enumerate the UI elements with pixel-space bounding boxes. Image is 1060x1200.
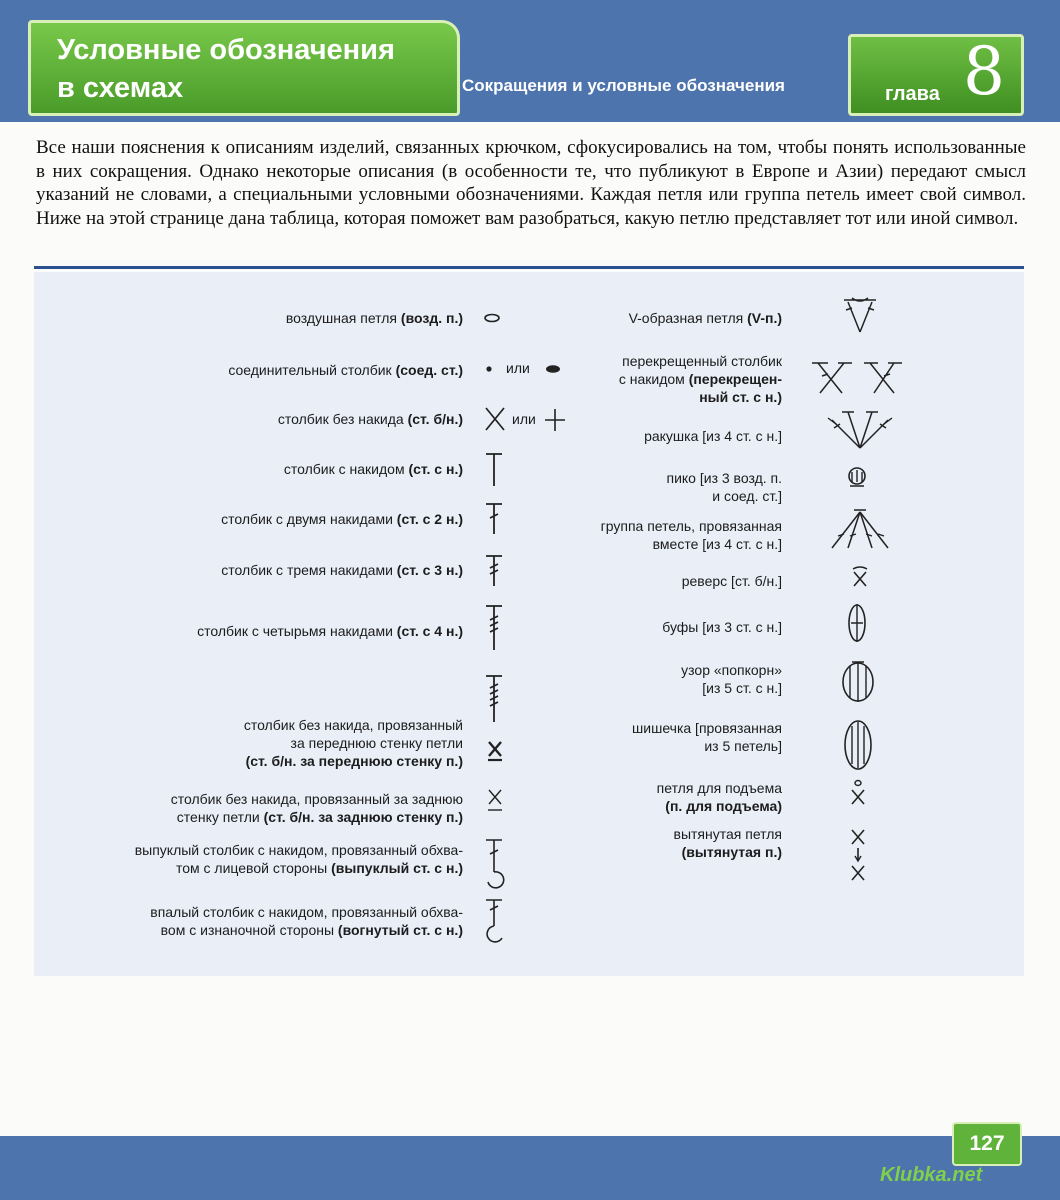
right-symbol-label (667, 469, 783, 505)
label-text: за переднюю стенку петли (290, 735, 463, 751)
label-text: столбик без накида (277, 411, 408, 427)
label-text: том с лицевой стороны (175, 860, 332, 876)
abbreviation: (ст. с 2 н.) (396, 511, 463, 527)
label-text: вытянутая петля (673, 826, 782, 842)
left-symbol-label (228, 361, 463, 379)
crossed-dc-icon (808, 360, 908, 396)
label-text: ракушка [из 4 ст. с н.] (644, 428, 782, 444)
left-symbol-label (150, 903, 463, 939)
chain-stitch-icon (484, 312, 500, 324)
abbreviation: (ст. б/н. за заднюю стенку п.) (263, 809, 463, 825)
right-symbol-label (662, 618, 782, 636)
abbreviation: (возд. п.) (400, 310, 463, 326)
abbreviation: (соед. ст.) (395, 362, 463, 378)
single-crochet-plus-icon (544, 408, 566, 432)
label-text: выпуклый столбик с накидом, провязанный обхва- (134, 842, 463, 858)
back-loop-sc-icon (486, 788, 504, 814)
triple-treble-crochet-icon (484, 604, 504, 652)
label-text: шишечка [провязанная (632, 720, 782, 736)
chapter-title-block (28, 20, 460, 116)
abbreviation: (ст. б/н. за переднюю стенку п.) (245, 753, 463, 769)
page-title-line1: Условные обозначения (57, 34, 395, 66)
shell-icon (826, 406, 896, 450)
v-stitch-icon (838, 296, 882, 336)
left-symbol-label (135, 841, 463, 877)
label-text: с накидом (618, 371, 689, 387)
label-text: воздушная петля (285, 310, 401, 326)
label-text: столбик с двумя накидами (221, 511, 397, 527)
label-text: и соед. ст.] (712, 488, 782, 504)
popcorn-icon (840, 658, 876, 704)
label-text: столбик с тремя накидами (221, 562, 397, 578)
left-symbol-label (221, 561, 463, 579)
divider (34, 266, 1024, 269)
puff-stitch-icon (846, 602, 868, 644)
left-symbol-label (244, 716, 463, 770)
reverse-sc-icon (850, 566, 870, 588)
right-symbol-label (681, 661, 782, 697)
label-text: вом с изнаночной стороны (160, 922, 338, 938)
label-text: столбик с четырьмя накидами (197, 623, 397, 639)
double-treble-crochet-icon (484, 554, 504, 588)
double-crochet-icon (484, 452, 504, 488)
abbreviation: (ст. с 3 н.) (396, 562, 463, 578)
chapter-badge (848, 34, 1024, 116)
page-title-line2: в схемах (57, 72, 184, 104)
left-symbol-label (221, 510, 463, 528)
back-post-dc-icon (484, 898, 508, 946)
right-symbol-label (674, 825, 783, 861)
abbreviation: (ст. б/н.) (407, 411, 463, 427)
label-text: из 5 петель] (704, 738, 782, 754)
label-text: реверс [ст. б/н.] (681, 573, 782, 589)
turning-chain-icon (848, 778, 868, 808)
label-text: соединительный столбик (228, 362, 396, 378)
left-symbol-label (197, 622, 463, 640)
label-text: пико [из 3 возд. п. (666, 470, 782, 486)
abbreviation: (ст. с 4 н.) (396, 623, 463, 639)
left-symbol-label (284, 460, 463, 478)
label-text: впалый столбик с накидом, провязанный обхва- (150, 904, 463, 920)
or-label: или (506, 360, 530, 376)
abbreviation: (выпуклый ст. с н.) (331, 860, 463, 876)
label-text: узор «попкорн» (681, 662, 782, 678)
quadruple-treble-crochet-icon (484, 674, 504, 724)
label-text: столбик без накида, провязанный (243, 717, 463, 733)
left-symbol-label (171, 790, 463, 826)
right-symbol-label (632, 719, 782, 755)
right-symbol-label (644, 427, 782, 445)
label-text: буфы [из 3 ст. с н.] (662, 619, 782, 635)
slip-stitch-oval-icon (544, 363, 562, 375)
label-text: столбик с накидом (283, 461, 409, 477)
right-symbol-label (629, 309, 782, 327)
elongated-stitch-icon (848, 826, 868, 886)
right-symbol-label (682, 572, 782, 590)
right-symbol-label (657, 779, 782, 815)
right-symbol-label (619, 352, 782, 406)
label-text: группа петель, провязанная (600, 518, 782, 534)
abbreviation: ный ст. с н.) (699, 389, 782, 405)
left-symbol-label (278, 410, 463, 428)
watermark: Klubka.net (880, 1164, 983, 1186)
abbreviation: (вытянутая п.) (681, 844, 782, 860)
left-symbol-label (286, 309, 463, 327)
label-text: петля для подъема (656, 780, 782, 796)
label-text: стенку петли (176, 809, 264, 825)
label-text: V-образная петля (628, 310, 748, 326)
abbreviation: (п. для подъема) (665, 798, 782, 814)
cluster-icon (826, 508, 896, 552)
abbreviation: (ст. с н.) (408, 461, 463, 477)
front-post-dc-icon (484, 838, 508, 888)
right-symbol-label (601, 517, 782, 553)
or-label: или (512, 411, 536, 427)
abbreviation: (V-п.) (747, 310, 782, 326)
section-subtitle: Сокращения и условные обозначения (462, 76, 785, 95)
front-loop-sc-icon (486, 740, 504, 762)
bobble-icon (842, 718, 874, 772)
label-text: перекрещенный столбик (622, 353, 782, 369)
chapter-label: глава (885, 83, 940, 105)
intro-paragraph: Все наши пояснения к описаниям изделий, связанных крючком, сфокусировались на том, чтобы понять использованные в них сокращения. Однако некоторые описания (в особенности те, что публикуют в Европе и Азии) передают смысл указаний не словами, а специальными условными обозначениями. Каждая петля или группа петель имеет свой символ. Ниже на этой странице дана таблица, которая поможет вам разобраться, какую петлю представляет тот или иной символ. (36, 137, 1026, 229)
abbreviation: (вогнутый ст. с н.) (337, 922, 463, 938)
picot-icon (846, 466, 868, 490)
page-number: 127 (952, 1122, 1022, 1166)
label-text: столбик без накида, провязанный за заднюю (170, 791, 463, 807)
slip-stitch-dot-icon (484, 364, 494, 374)
treble-crochet-icon (484, 502, 504, 536)
label-text: [из 5 ст. с н.] (702, 680, 782, 696)
abbreviation: (перекрещен- (688, 371, 782, 387)
single-crochet-x-icon (483, 406, 507, 432)
chapter-number: 8 (963, 33, 1005, 110)
label-text: вместе [из 4 ст. с н.] (652, 536, 782, 552)
